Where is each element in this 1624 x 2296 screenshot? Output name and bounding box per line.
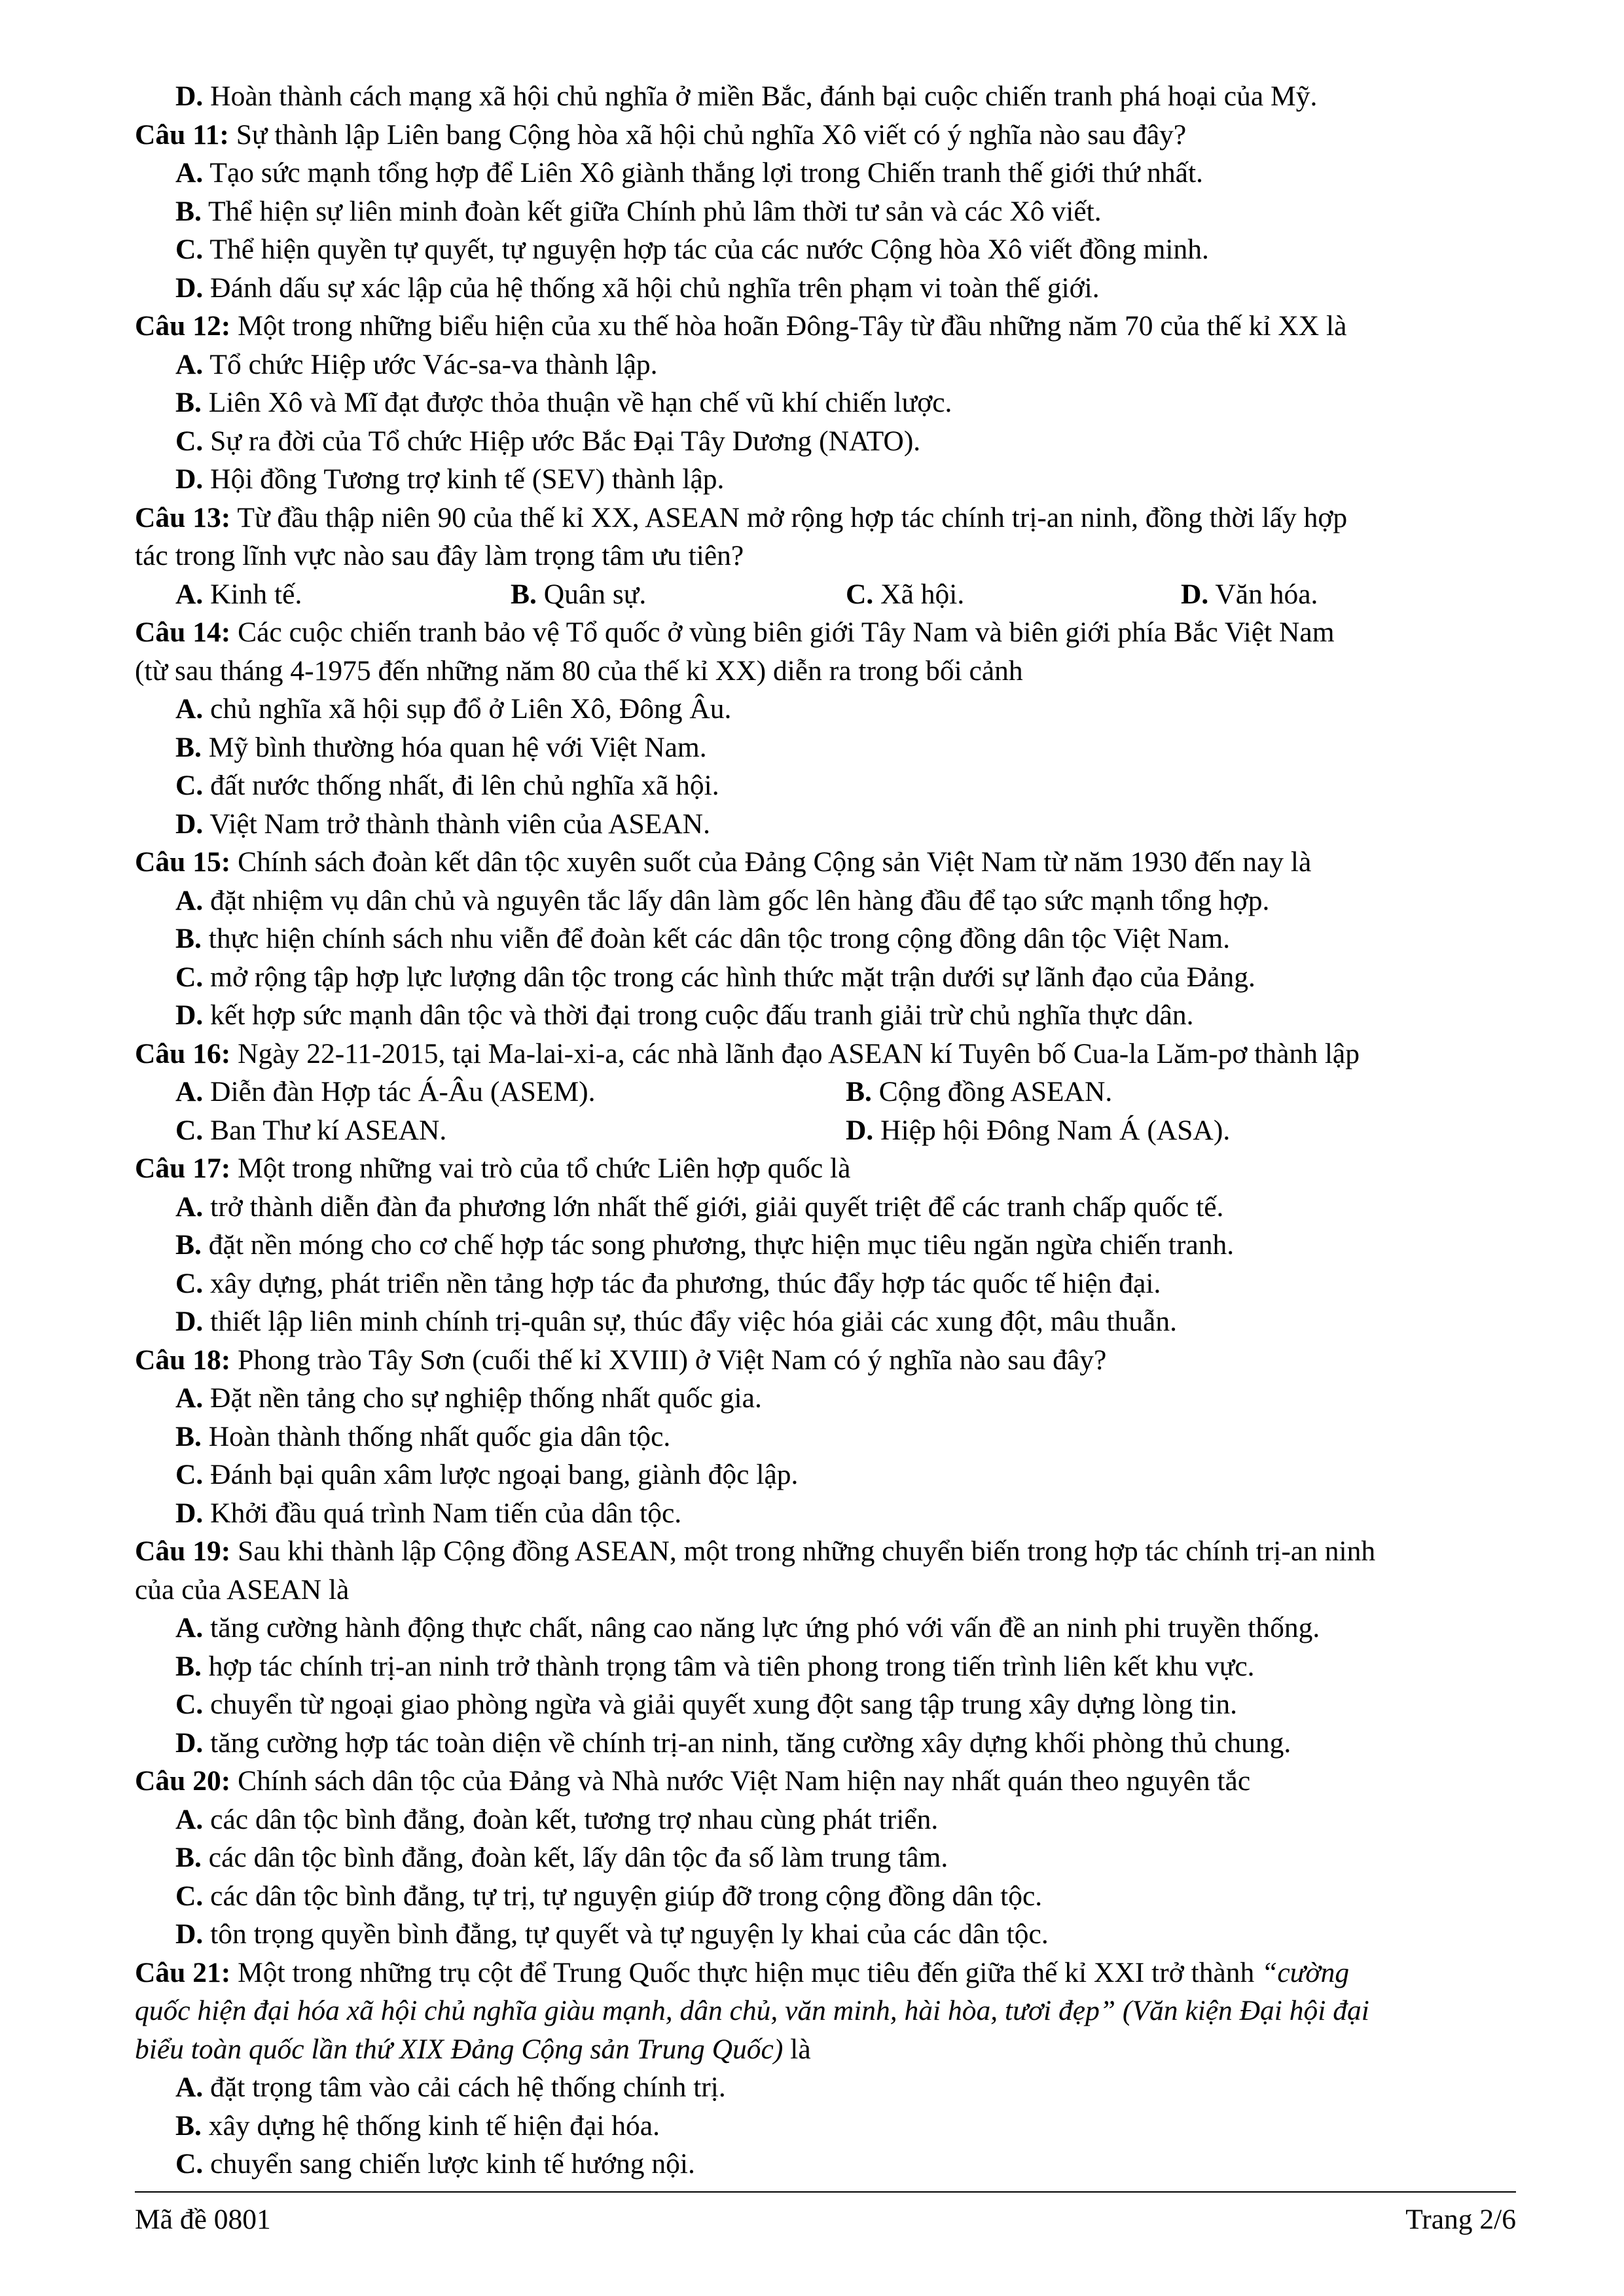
option-a: A. Đặt nền tảng cho sự nghiệp thống nhất quốc gia. [175, 1382, 762, 1414]
option-d: D. kết hợp sức mạnh dân tộc và thời đại trong cuộc đấu tranh giải trừ chủ nghĩa thực dân. [175, 999, 1194, 1031]
option-b: B. Liên Xô và Mĩ đạt được thỏa thuận về hạn chế vũ khí chiến lược. [175, 387, 952, 418]
option-b: B. Thể hiện sự liên minh đoàn kết giữa Chính phủ lâm thời tư sản và các Xô viết. [175, 195, 1102, 227]
question-17: Câu 17: Một trong những vai trò của tổ chức Liên hợp quốc là [135, 1153, 851, 1184]
option-c: C. chuyển từ ngoại giao phòng ngừa và giải quyết xung đột sang tập trung xây dựng lòng tin. [175, 1689, 1237, 1720]
option-d: D. Hiệp hội Đông Nam Á (ASA). [846, 1114, 1231, 1146]
question-15: Câu 15: Chính sách đoàn kết dân tộc xuyên suốt của Đảng Cộng sản Việt Nam từ năm 1930 đến nay là [135, 846, 1312, 878]
option-d: D. tăng cường hợp tác toàn diện về chính trị-an ninh, tăng cường xây dựng khối phòng thủ chung. [175, 1727, 1291, 1759]
option-d: D. Khởi đầu quá trình Nam tiến của dân tộc. [175, 1497, 682, 1529]
question-12: Câu 12: Một trong những biểu hiện của xu thế hòa hoãn Đông-Tây từ đầu những năm 70 của thế kỉ XX là [135, 310, 1347, 342]
question-16: Câu 16: Ngày 22-11-2015, tại Ma-lai-xi-a, các nhà lãnh đạo ASEAN kí Tuyên bố Cua-la Lăm-pơ thành lập [135, 1037, 1360, 1069]
option-c: C. mở rộng tập hợp lực lượng dân tộc trong các hình thức mặt trận dưới sự lãnh đạo của Đảng. [175, 961, 1255, 993]
options-row [135, 575, 1516, 614]
option-d: D. Hoàn thành cách mạng xã hội chủ nghĩa ở miền Bắc, đánh bại cuộc chiến tranh phá hoại của Mỹ. [175, 81, 1318, 112]
option-a: A. Kinh tế. [175, 578, 302, 610]
option-d: D. Việt Nam trở thành thành viên của ASEAN. [175, 808, 710, 840]
question-13: Câu 13: Từ đầu thập niên 90 của thế kỉ XX, ASEAN mở rộng hợp tác chính trị-an ninh, đồng thời lấy hợp [135, 501, 1348, 533]
option-d: D. Văn hóa. [1181, 578, 1318, 610]
question-13-cont: tác trong lĩnh vực nào sau đây làm trọng tâm ưu tiên? [135, 540, 744, 571]
option-c: C. Sự ra đời của Tổ chức Hiệp ước Bắc Đại Tây Dương (NATO). [175, 425, 921, 457]
option-b: B. xây dựng hệ thống kinh tế hiện đại hóa. [175, 2109, 660, 2142]
option-a: A. Diễn đàn Hợp tác Á-Âu (ASEM). [175, 1076, 596, 1107]
option-a: A. các dân tộc bình đẳng, đoàn kết, tương trợ nhau cùng phát triển. [175, 1803, 939, 1835]
option-a: A. đặt trọng tâm vào cải cách hệ thống chính trị. [175, 2072, 726, 2103]
option-c: C. đất nước thống nhất, đi lên chủ nghĩa xã hội. [175, 770, 719, 801]
option-c: C. Đánh bại quân xâm lược ngoại bang, giành độc lập. [175, 1459, 799, 1490]
option-b: B. Hoàn thành thống nhất quốc gia dân tộc. [175, 1420, 671, 1452]
question-20: Câu 20: Chính sách dân tộc của Đảng và Nhà nước Việt Nam hiện nay nhất quán theo nguyên tắc [135, 1765, 1251, 1797]
options-row [135, 1073, 1516, 1111]
option-c: C. Ban Thư kí ASEAN. [175, 1114, 447, 1146]
option-b: B. Cộng đồng ASEAN. [846, 1076, 1113, 1107]
question-18: Câu 18: Phong trào Tây Sơn (cuối thế kỉ XVIII) ở Việt Nam có ý nghĩa nào sau đây? [135, 1344, 1107, 1376]
question-21: Câu 21: Một trong những trụ cột để Trung Quốc thực hiện mục tiêu đến giữa thế kỉ XXI trở thành “cường [135, 1956, 1350, 1988]
option-d: D. Đánh dấu sự xác lập của hệ thống xã hội chủ nghĩa trên phạm vi toàn thế giới. [175, 272, 1100, 304]
option-d: D. thiết lập liên minh chính trị-quân sự, thúc đẩy việc hóa giải các xung đột, mâu thuẫn. [175, 1306, 1177, 1337]
option-a: A. Tổ chức Hiệp ước Vác-sa-va thành lập. [175, 348, 658, 380]
question-21-quote: quốc hiện đại hóa xã hội chủ nghĩa giàu mạnh, dân chủ, văn minh, hài hòa, tươi đẹp” (Văn kiện Đại hội đại [135, 1995, 1369, 2026]
option-a: A. Tạo sức mạnh tổng hợp để Liên Xô giành thắng lợi trong Chiến tranh thế giới thứ nhất. [175, 157, 1203, 188]
question-19: Câu 19: Sau khi thành lập Cộng đồng ASEAN, một trong những chuyển biến trong hợp tác chính trị-an ninh [135, 1535, 1376, 1567]
question-19-cont: của của ASEAN là [135, 1573, 350, 1605]
option-a: A. chủ nghĩa xã hội sụp đổ ở Liên Xô, Đông Âu. [175, 693, 732, 725]
question-11: Câu 11: Sự thành lập Liên bang Cộng hòa xã hội chủ nghĩa Xô viết có ý nghĩa nào sau đây? [135, 118, 1187, 151]
option-c: C. Xã hội. [846, 578, 965, 610]
option-b: B. Quân sự. [511, 578, 647, 610]
option-b: B. đặt nền móng cho cơ chế hợp tác song phương, thực hiện mục tiêu ngăn ngừa chiến tranh. [175, 1229, 1235, 1261]
options-row [135, 1111, 1516, 1150]
option-d: D. tôn trọng quyền bình đẳng, tự quyết và tự nguyện ly khai của các dân tộc. [175, 1918, 1049, 1950]
exam-page [135, 77, 1516, 2183]
exam-code: Mã đề 0801 [135, 2204, 271, 2235]
option-a: A. đặt nhiệm vụ dân chủ và nguyên tắc lấy dân làm gốc lên hàng đầu để tạo sức mạnh tổng hợp. [175, 884, 1270, 916]
footer-divider [135, 2191, 1516, 2193]
question-14: Câu 14: Các cuộc chiến tranh bảo vệ Tổ quốc ở vùng biên giới Tây Nam và biên giới phía Bắc Việt Nam [135, 617, 1335, 648]
question-14-cont: (từ sau tháng 4-1975 đến những năm 80 của thế kỉ XX) diễn ra trong bối cảnh [135, 655, 1023, 687]
option-a: A. trở thành diễn đàn đa phương lớn nhất thế giới, giải quyết triệt để các tranh chấp quốc tế. [175, 1191, 1224, 1223]
option-d: D. Hội đồng Tương trợ kinh tế (SEV) thành lập. [175, 463, 725, 495]
page-number: Trang 2/6 [1405, 2204, 1516, 2235]
option-c: C. các dân tộc bình đẳng, tự trị, tự nguyện giúp đỡ trong cộng đồng dân tộc. [175, 1880, 1043, 1912]
option-b: B. các dân tộc bình đẳng, đoàn kết, lấy dân tộc đa số làm trung tâm. [175, 1842, 948, 1873]
page-footer [135, 2200, 1516, 2238]
option-c: C. chuyển sang chiến lược kinh tế hướng nội. [175, 2148, 695, 2179]
option-c: C. xây dựng, phát triển nền tảng hợp tác đa phương, thúc đẩy hợp tác quốc tế hiện đại. [175, 1267, 1161, 1299]
question-21-cont: biểu toàn quốc lần thứ XIX Đảng Cộng sản Trung Quốc) là [135, 2033, 811, 2065]
option-c: C. Thể hiện quyền tự quyết, tự nguyện hợp tác của các nước Cộng hòa Xô viết đồng minh. [175, 234, 1209, 265]
option-b: B. hợp tác chính trị-an ninh trở thành trọng tâm và tiên phong trong tiến trình liên kết khu vực. [175, 1650, 1255, 1682]
option-a: A. tăng cường hành động thực chất, nâng cao năng lực ứng phó với vấn đề an ninh phi truyền thống. [175, 1612, 1320, 1643]
option-b: B. thực hiện chính sách nhu viễn để đoàn kết các dân tộc trong cộng đồng dân tộc Việt Nam. [175, 923, 1231, 954]
option-b: B. Mỹ bình thường hóa quan hệ với Việt Nam. [175, 731, 707, 763]
